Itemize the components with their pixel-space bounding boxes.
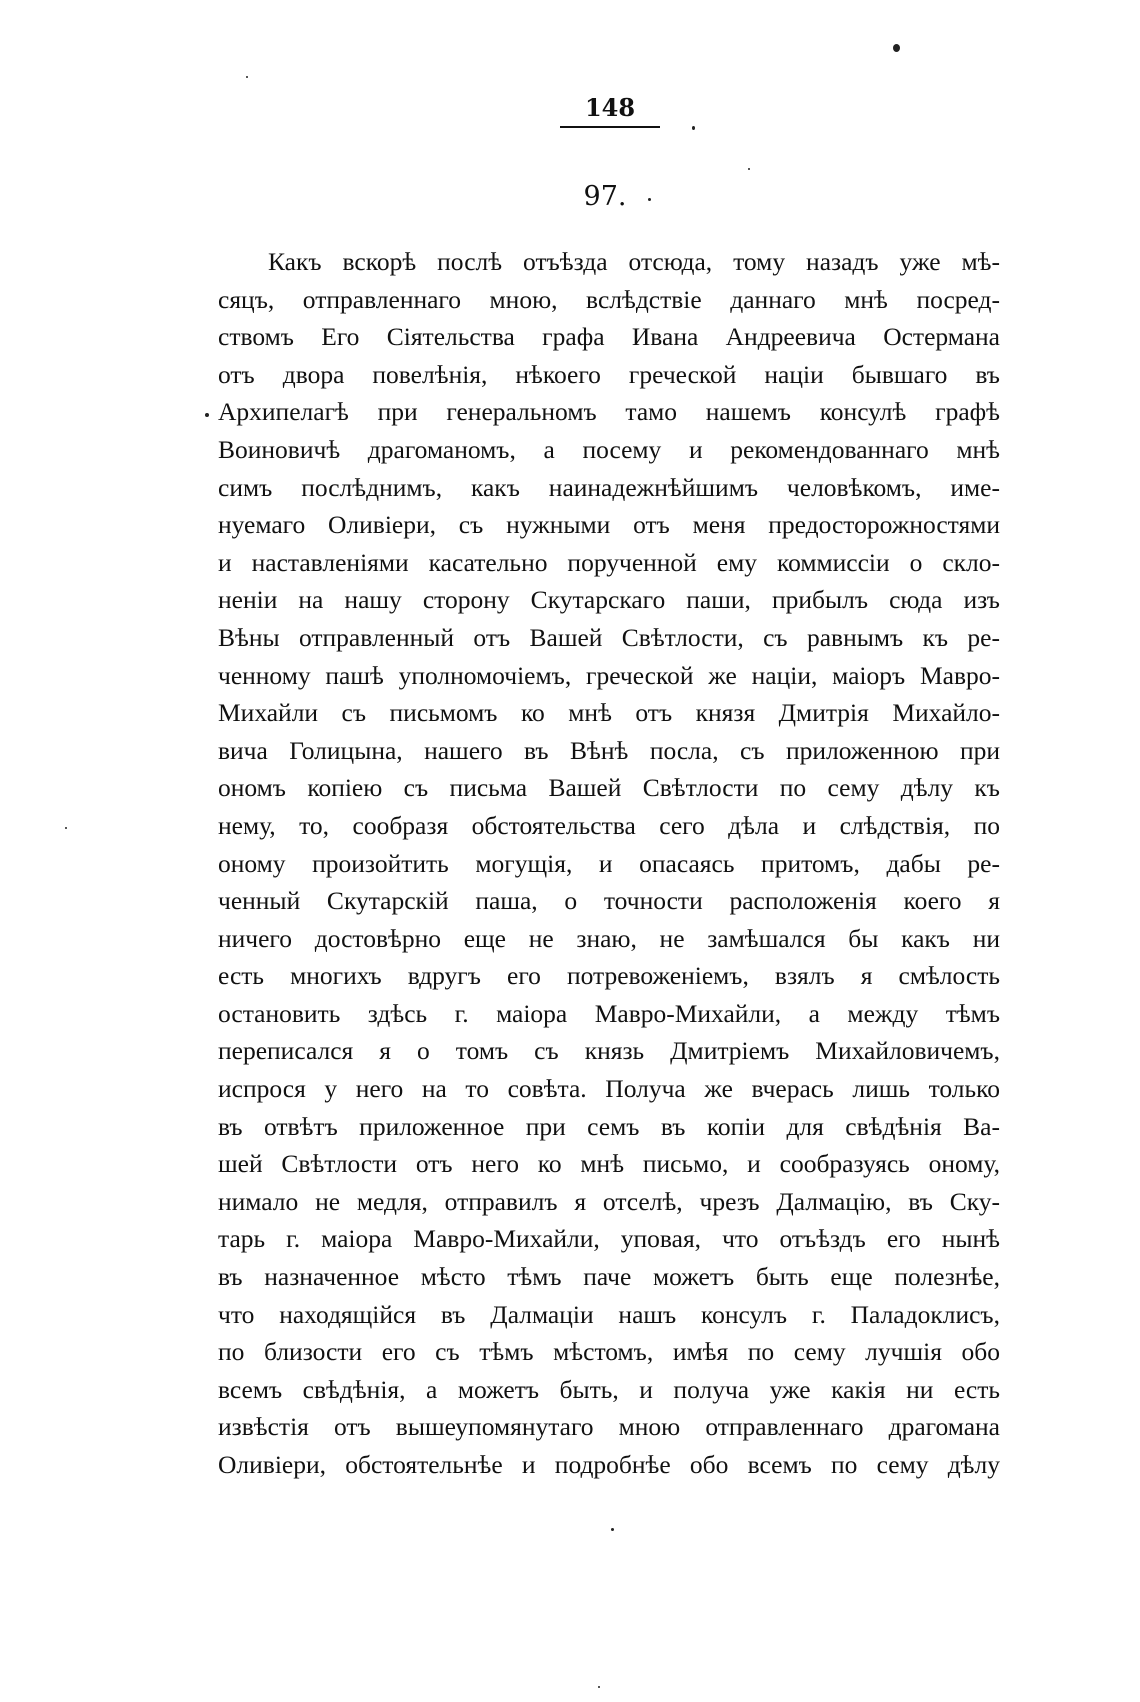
text-line: ченному пашѣ уполномочіемъ, греческой же націи, маіоръ Мавро- (218, 660, 1000, 690)
text-line: по близости его съ тѣмъ мѣстомъ, имѣя по сему лучшія обо (218, 1337, 1000, 1367)
text-line: симъ послѣднимъ, какъ наинадежнѣйшимъ человѣкомъ, име- (218, 472, 1000, 502)
text-line: неніи на нашу сторону Скутарскаго паши, прибылъ сюда изъ (218, 585, 1000, 615)
text-line: отъ двора повелѣнія, нѣкоего греческой націи бывшаго въ (218, 359, 1000, 389)
scan-speck (598, 1686, 600, 1688)
text-line: переписался я о томъ съ князь Дмитріемъ Михайловичемъ, (218, 1036, 1000, 1066)
text-line: ничего достовѣрно еще не знаю, не замѣшался бы какъ ни (218, 923, 1000, 953)
scan-speck (611, 1528, 614, 1531)
document-number: 97. (583, 181, 627, 212)
scan-speck (648, 198, 651, 201)
letter-body (218, 243, 1000, 1484)
text-line: Архипелагѣ при генеральномъ тамо нашемъ консулѣ графѣ (218, 397, 1000, 427)
text-line: испрося у него на то совѣта. Получа же вчерась лишь только (218, 1074, 1000, 1104)
text-line: сяцъ, отправленнаго мною, вслѣдствіе даннаго мнѣ посред- (218, 284, 1000, 314)
text-line: нуемаго Оливіери, съ нужными отъ меня предосторожностями (218, 510, 1000, 540)
text-line: въ назначенное мѣсто тѣмъ паче можетъ быть еще полезнѣе, (218, 1262, 1000, 1292)
text-line: оному произойтить могущія, и опасаясь притомъ, дабы ре- (218, 848, 1000, 878)
text-line: въ отвѣтъ приложенное при семъ въ копіи для свѣдѣнія Ва- (218, 1111, 1000, 1141)
text-line: ствомъ Его Сіятельства графа Ивана Андреевича Остермана (218, 322, 1000, 352)
scan-speck (893, 44, 900, 52)
scan-speck (246, 76, 248, 78)
text-line: остановить здѣсь г. маіора Мавро-Михайли, а между тѣмъ (218, 998, 1000, 1028)
text-line: ономъ копіею съ письма Вашей Свѣтлости по сему дѣлу къ (218, 773, 1000, 803)
text-line: Воиновичѣ драгоманомъ, а посему и рекомендованнаго мнѣ (218, 434, 1000, 464)
text-line: нимало не медля, отправилъ я отселѣ, чрезъ Далмацію, въ Ску- (218, 1186, 1000, 1216)
text-line: извѣстія отъ вышеупомянутаго мною отправленнаго драгомана (218, 1412, 1000, 1442)
text-line: тарь г. маіора Мавро-Михайли, уповая, что отъѣздъ его нынѣ (218, 1224, 1000, 1254)
scan-speck (748, 168, 750, 170)
page-number: 148 (584, 93, 636, 122)
text-line: всемъ свѣдѣнія, а можетъ быть, и получа уже какія ни есть (218, 1374, 1000, 1404)
text-line: шей Свѣтлости отъ него ко мнѣ письмо, и сообразуясь оному, (218, 1149, 1000, 1179)
text-line: ченный Скутарскій паша, о точности расположенія коего я (218, 886, 1000, 916)
text-line: есть многихъ вдругъ его потревоженіемъ, взялъ я смѣлость (218, 961, 1000, 991)
text-line: Какъ вскорѣ послѣ отъѣзда отсюда, тому назадъ уже мѣ- (268, 247, 1000, 276)
scan-speck (205, 413, 209, 417)
text-line: что находящійся въ Далмаціи нашъ консулъ г. Паладоклисъ, (218, 1299, 1000, 1329)
text-line: и наставленіями касательно порученной ему коммиссіи о скло- (218, 547, 1000, 577)
text-line: Вѣны отправленный отъ Вашей Свѣтлости, съ равнымъ къ ре- (218, 622, 1000, 652)
text-line: Оливіери, обстоятельнѣе и подробнѣе обо всемъ по сему дѣлу (218, 1450, 1000, 1479)
page-number-rule (560, 126, 660, 128)
text-line: вича Голицына, нашего въ Вѣнѣ посла, съ приложенною при (218, 735, 1000, 765)
page-header (555, 92, 665, 128)
scan-speck (65, 827, 67, 829)
text-line: Михайли съ письмомъ ко мнѣ отъ князя Дмитрія Михайло- (218, 698, 1000, 728)
scan-speck (692, 126, 695, 130)
text-line: нему, то, сообразя обстоятельства сего дѣла и слѣдствія, по (218, 810, 1000, 840)
